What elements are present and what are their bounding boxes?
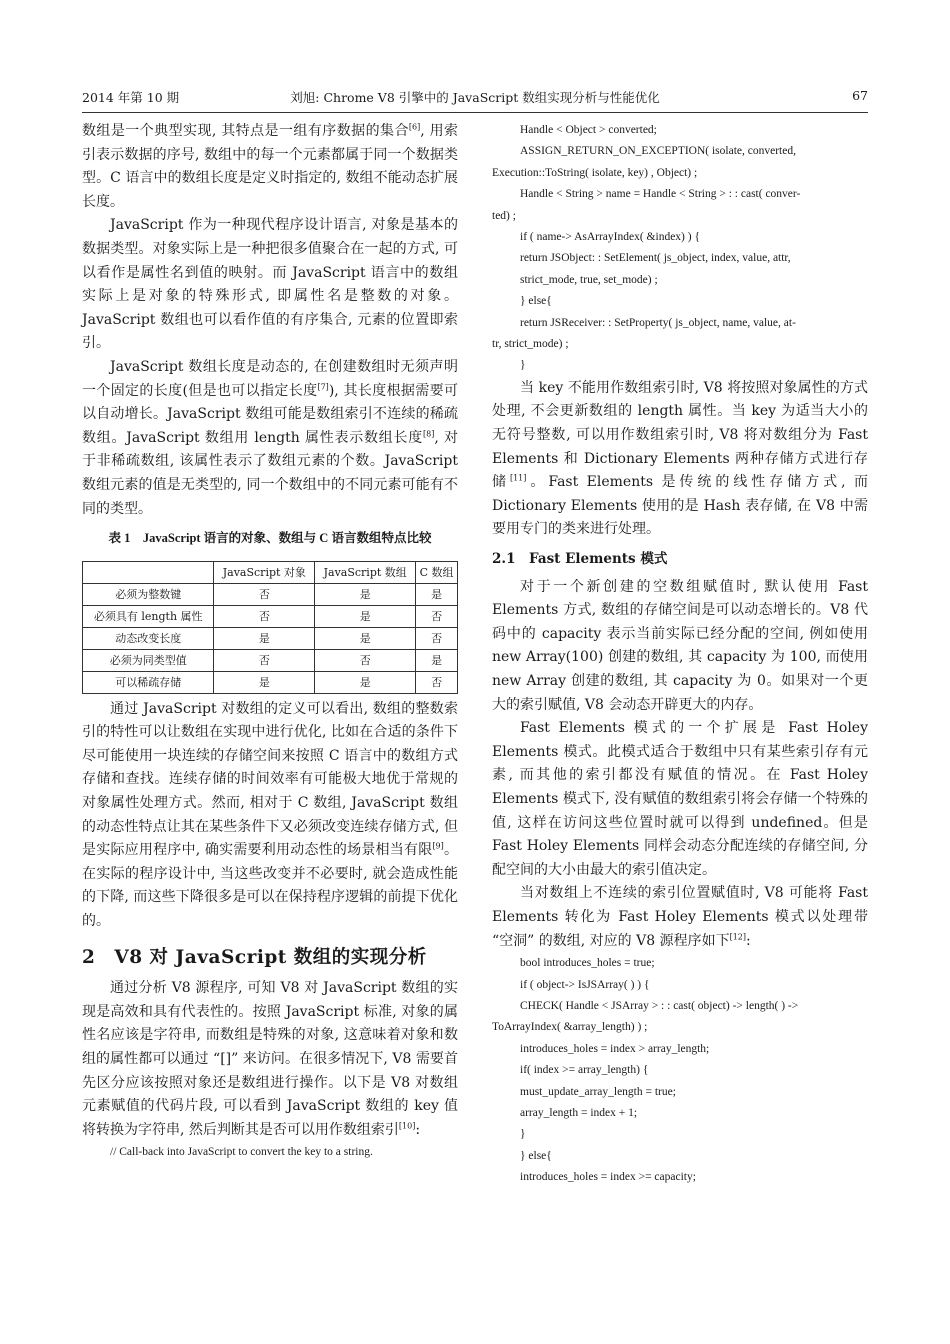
table-cell: 否 (214, 583, 315, 605)
table-cell: 必须具有 length 属性 (83, 605, 214, 627)
comparison-table (82, 561, 458, 694)
table-cell: 否 (214, 605, 315, 627)
paragraph: 通过 JavaScript 对数组的定义可以看出, 数组的整数索引的特性可以让数组在实现中进行优化, 比如在合适的条件下尽可能使用一块连续的存储空间来按照 C 语言中的数组方式存储和查找。连续存储的时间效率有可能极大地优于常规的对象属性处理方式。然而, 相对于 C 数组, JavaScript 数组的动态性特点让其在某些条件下又必须改变连续存储方式, 但是实际应用程序中, 确实需要利用动态性的场景相当有限[9]。在实际的程序设计中, 当这些改变并不必要时, 就会造成性能的下降, 而这些下降很多是可以在保持程序逻辑的前提下优化的。 (82, 700, 459, 930)
table-header: JavaScript 对象 (214, 561, 315, 583)
left-column (82, 120, 458, 1164)
table-row (83, 627, 458, 649)
table-cell: 否 (416, 605, 458, 627)
code-line: CHECK( Handle < JSArray > : : cast( object) -> length( ) -> (520, 999, 799, 1012)
citation[interactable]: [9] (432, 841, 444, 851)
code-line: bool introduces_holes = true; (520, 957, 655, 970)
table-header (83, 561, 214, 583)
code-line: introduces_holes = index > array_length; (520, 1042, 710, 1055)
code-line: if( index >= array_length) { (520, 1064, 649, 1077)
paragraph: Fast Elements 模式的一个扩展是 Fast Holey Elements 模式。此模式适合于数组中只有某些索引存有元素, 而其他的索引都没有赋值的情况。在 Fast Holey Elements 模式下, 没有赋值的数组索引将会存储一个特殊的值, 这样在访问这些位置时就可以得到 undefined。但是 Fast Holey Elements 同样会动态分配连续的存储空间, 分配空间的大小由最大的索引值决定。 (492, 720, 868, 878)
section-heading: 2 V8 对 JavaScript 数组的实现分析 (82, 946, 427, 968)
paragraph: 通过分析 V8 源程序, 可知 V8 对 JavaScript 数组的实现是高效和具有代表性的。按照 JavaScript 标准, 对象的属性名应该是字符串, 而数组是特殊的对象, 这意味着对象和数组的属性都可以通过 “[]” 来访问。在很多情况下, V8 需要首先区分应该按照对象还是数组进行操作。以下是 V8 对数组元素赋值的代码片段, 可以看到 JavaScript 数组的 key 值将转换为字符串, 然后判断其是否可以用作数组索引[10]: (82, 980, 458, 1138)
table-caption: 表 1 JavaScript 语言的对象、数组与 C 语言数组特点比较 (108, 531, 432, 546)
citation[interactable]: [6] (408, 122, 421, 132)
code-line: Handle < String > name = Handle < String > : : cast( conver- (520, 188, 801, 201)
code-block (82, 1142, 458, 1163)
issue-label: 2014 年第 10 期 (82, 90, 180, 105)
subsection-heading: 2.1 Fast Elements 模式 (492, 551, 668, 568)
code-line: ASSIGN_RETURN_ON_EXCEPTION( isolate, converted, (520, 145, 796, 158)
paragraph: 当对数组上不连续的索引位置赋值时, V8 可能将 Fast Elements 转化为 Fast Holey Elements 模式以处理带 “空洞” 的数组, 对应的 V8 源程序如下[12]: (492, 885, 868, 949)
citation[interactable]: [12] (729, 931, 747, 941)
table-cell: 是 (214, 671, 315, 693)
code-line: } (520, 359, 526, 372)
paragraph: JavaScript 作为一种现代程序设计语言, 对象是基本的数据类型。对象实际上是一种把很多值聚合在一起的方式, 可以看作是属性名到值的映射。而 JavaScript 语言中的数组实际上是对象的特殊形式, 即属性名是整数的对象。JavaScript 数组也可以看作值的有序集合, 元素的位置即索引。 (82, 217, 458, 352)
table-header-row (83, 561, 458, 583)
citation[interactable]: [7] (317, 381, 329, 391)
citation[interactable]: [8] (423, 429, 435, 439)
citation[interactable]: [11] (509, 473, 527, 483)
code-line: } else{ (520, 295, 552, 308)
table-cell: 否 (416, 627, 458, 649)
paragraph: 当 key 不能用作数组索引时, V8 将按照对象属性的方式处理, 不会更新数组的 length 属性。当 key 为适当大小的无符号整数, 可以用作数组索引时, V8 将对数组分为 Fast Elements 和 Dictionary Elements 两种存储方式进行存储[11]。Fast Elements 是传统的线性存储方式, 而 Dictionary Elements 使用的是 Hash 表存储, 在 V8 中需要用专门的类来进行处理。 (492, 379, 868, 538)
table-row (83, 583, 458, 605)
code-line: } else{ (520, 1149, 552, 1162)
table-cell: 是 (315, 583, 416, 605)
code-line: array_length = index + 1; (520, 1106, 638, 1119)
table-cell: 否 (214, 649, 315, 671)
paragraph: JavaScript 数组长度是动态的, 在创建数组时无须声明一个固定的长度(但是也可以指定长度[7]), 其长度根据需要可以自动增长。JavaScript 数组可能是数组索引不连续的稀疏数组。JavaScript 数组用 length 属性表示数组长度[8], 对于非稀疏数组, 该属性表示了数组元素的个数。JavaScript 数组元素的值是无类型的, 同一个数组中的不同元素可能有不同的类型。 (82, 358, 459, 517)
table-cell: 是 (416, 583, 458, 605)
table-cell: 是 (214, 627, 315, 649)
table-row (83, 671, 458, 693)
table-cell: 动态改变长度 (83, 627, 214, 649)
code-line: tr, strict_mode) ; (492, 338, 569, 351)
paragraph: 对于一个新创建的空数组赋值时, 默认使用 Fast Elements 方式, 数组的存储空间是可以动态增长的。V8 代码中的 capacity 表示当前实际已经分配的空间, 例如使用 new Array(100) 创建的数组, 其 capacity 为 100, 而使用 new Array 创建的数组, 其 capacity 为 0。如果对一个更大的索引赋值, V8 会动态开辟更大的内存。 (492, 578, 868, 713)
table-cell: 是 (315, 605, 416, 627)
code-line: ted) ; (492, 209, 516, 222)
code-line: introduces_holes = index >= capacity; (520, 1171, 696, 1184)
table-header: JavaScript 数组 (315, 561, 416, 583)
code-line: Handle < Object > converted; (520, 124, 657, 136)
code-line: } (520, 1128, 526, 1141)
code-block (492, 120, 868, 377)
table-cell: 必须为整数键 (83, 583, 214, 605)
page-number: 67 (852, 88, 868, 103)
header-rule (82, 112, 868, 113)
running-title: 刘旭: Chrome V8 引擎中的 JavaScript 数组实现分析与性能优化 (290, 90, 660, 105)
code-block (492, 953, 868, 1188)
table-row (83, 649, 458, 671)
table-cell: 是 (315, 671, 416, 693)
table-row (83, 605, 458, 627)
code-line: ToArrayIndex( &array_length) ) ; (492, 1021, 648, 1034)
code-line: return JSReceiver: : SetProperty( js_object, name, value, at- (520, 316, 796, 329)
table-header: C 数组 (416, 561, 458, 583)
table-cell: 否 (315, 649, 416, 671)
code-line: must_update_array_length = true; (520, 1085, 676, 1098)
code-line: if ( object-> IsJSArray( ) ) { (520, 978, 650, 991)
code-line: strict_mode, true, set_mode) ; (520, 273, 658, 286)
citation[interactable]: [10] (398, 1121, 416, 1131)
code-line: // Call-back into JavaScript to convert the key to a string. (110, 1146, 373, 1159)
code-line: return JSObject: : SetElement( js_object, index, value, attr, (520, 252, 791, 265)
table-cell: 是 (416, 649, 458, 671)
right-column (492, 120, 868, 1189)
running-header (82, 88, 868, 112)
table-cell: 必须为同类型值 (83, 649, 214, 671)
table-cell: 否 (416, 671, 458, 693)
code-line: if ( name-> AsArrayIndex( &index) ) { (520, 231, 700, 244)
code-line: Execution::ToString( isolate, key) , Object) ; (492, 166, 698, 179)
table-cell: 可以稀疏存储 (83, 671, 214, 693)
paragraph: 数组是一个典型实现, 其特点是一组有序数据的集合[6], 用索引表示数据的序号, 数组中的每一个元素都属于同一个数据类型。C 语言中的数组长度是定义时指定的, 数组不能动态扩展长度。 (82, 122, 459, 210)
table-cell: 是 (315, 627, 416, 649)
